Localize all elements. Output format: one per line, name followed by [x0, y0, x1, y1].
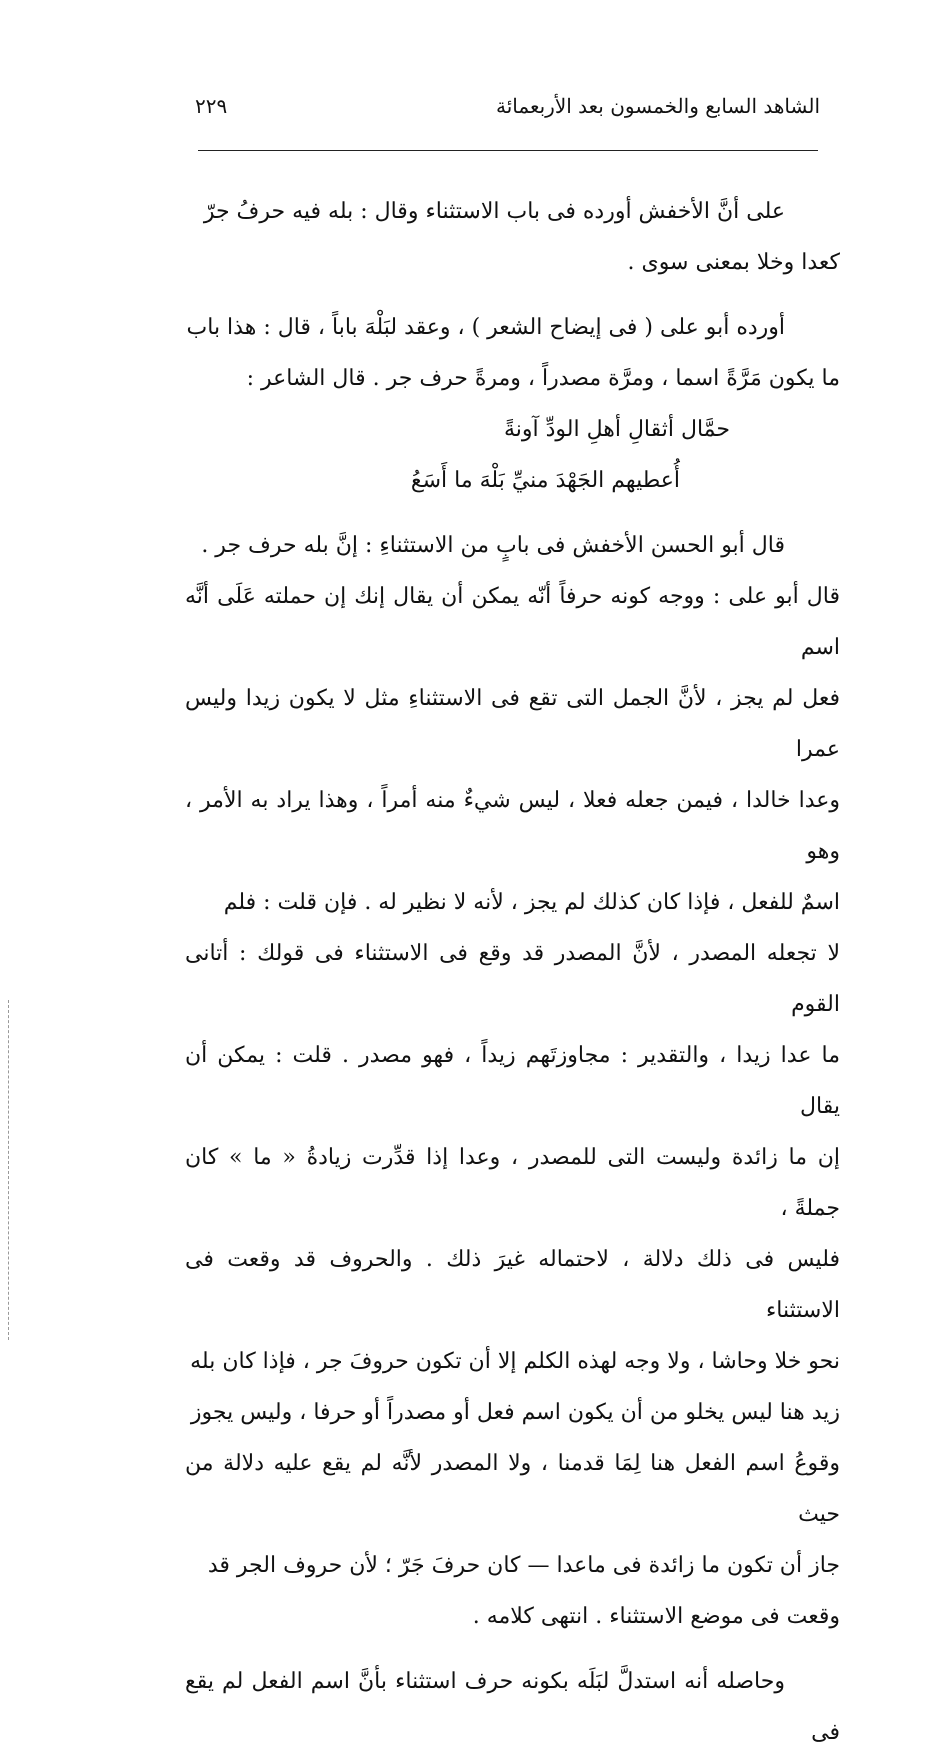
- commentary-paragraph: [185, 520, 840, 1642]
- main-text: [185, 186, 840, 1758]
- text-line: وقعت فى موضع الاستثناء . انتهى كلامه .: [472, 1604, 840, 1629]
- text-line: وعدا خالدا ، فيمن جعله فعلا ، ليس شيءٌ منه أمراً ، وهذا يراد به الأمر ، وهو: [185, 788, 840, 864]
- text-line: اسمٌ للفعل ، فإذا كان كذلك لم يجز ، لأنه لا نظير له . فإن قلت : فلم: [223, 890, 840, 915]
- text-line: زيد هنا ليس يخلو من أن يكون اسم فعل أو مصدراً أو حرفا ، وليس يجوز: [190, 1400, 840, 1425]
- text-line: وحاصله أنه استدلَّ لبَلَه بكونه حرف استثناء بأنَّ اسم الفعل لم يقع فى: [185, 1669, 840, 1745]
- paragraph-2: [185, 302, 840, 404]
- running-title: الشاهد السابع والخمسون بعد الأربعمائة: [496, 94, 820, 118]
- text-line: نحو خلا وحاشا ، ولا وجه لهذه الكلم إلا أن تكون حروفَ جر ، فإذا كان بله: [190, 1349, 840, 1374]
- text-line: قال أبو الحسن الأخفش فى بابٍ من الاستثناءِ : إنَّ بله حرف جر .: [201, 533, 785, 558]
- text-line: لا تجعله المصدر ، لأنَّ المصدر قد وقع فى الاستثناء فى قولك : أتانى القوم: [185, 941, 840, 1017]
- verse-block: [185, 404, 840, 506]
- text-line: فليس فى ذلك دلالة ، لاحتماله غيرَ ذلك . والحروف قد وقعت فى الاستثناء: [185, 1247, 840, 1323]
- text-line: كعدا وخلا بمعنى سوى .: [627, 250, 840, 275]
- header-divider: [198, 150, 818, 151]
- text-line: أورده أبو على ( فى إيضاح الشعر ) ، وعقد لبَلْهَ باباً ، قال : هذا باب: [186, 315, 785, 340]
- text-line: وقوعُ اسم الفعل هنا لِمَا قدمنا ، ولا المصدر لأنَّه لم يقع عليه دلالة من حيث: [185, 1451, 840, 1527]
- verse-line-2: أُعطيهم الجَهْدَ منيِّ بَلْهَ ما أَسَعُ: [410, 468, 680, 493]
- verse-line-1: حمَّال أثقالِ أهلِ الودِّ آونةً: [503, 417, 730, 442]
- conclusion-paragraph: [185, 1656, 840, 1758]
- running-header: [195, 86, 820, 126]
- text-line: قال أبو على : ووجه كونه حرفاً أنّه يمكن أن يقال إنك إن حملته عَلَى أنَّه اسم: [185, 584, 840, 660]
- text-line: جاز أن تكون ما زائدة فى ماعدا — كان حرفَ جَرّ ؛ لأن حروف الجر قد: [207, 1553, 840, 1578]
- text-line: إن ما زائدة وليست التى للمصدر ، وعدا إذا قدِّرت زيادةُ « ما » كان جملةً ،: [185, 1145, 840, 1221]
- page-number: ٢٢٩: [195, 94, 228, 118]
- paragraph-1: [185, 186, 840, 288]
- text-line: على أنَّ الأخفش أورده فى باب الاستثناء وقال : بله فيه حرفُ جرّ: [203, 199, 785, 224]
- text-line: ما عدا زيدا ، والتقدير : مجاوزتَهم زيداً ، فهو مصدر . قلت : يمكن أن يقال: [185, 1043, 840, 1119]
- text-line: ما يكون مَرَّةً اسما ، ومرَّة مصدراً ، ومرةً حرف جر . قال الشاعر :: [246, 366, 840, 391]
- scan-edge-marks: [8, 1000, 11, 1340]
- text-line: فعل لم يجز ، لأنَّ الجمل التى تقع فى الاستثناءِ مثل لا يكون زيدا وليس عمرا: [185, 686, 840, 762]
